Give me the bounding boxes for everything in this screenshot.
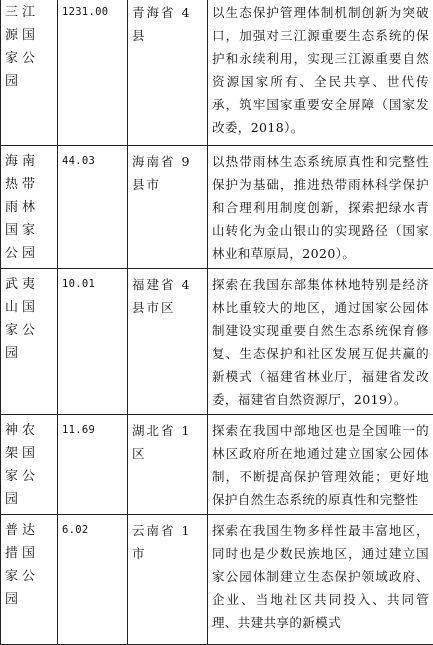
- table-row: [1, 415, 433, 515]
- park-size-cell: 1231.00: [58, 0, 128, 146]
- park-name-cell: 武夷山国家公园: [1, 269, 58, 415]
- park-name-cell: 普达措国家公园: [1, 515, 58, 645]
- park-description-cell: 以生态保护管理体制机制创新为突破口，加强对三江源重要生态系统的保护和永续利用，实现三江源重要自然资源国家所有、全民共享、世代传承，筑牢国家重要安全屏障（国家发改委，2018）。: [208, 0, 433, 146]
- park-size-cell: 44.03: [58, 146, 128, 269]
- park-name-cell: 三江源国家公园: [1, 0, 58, 146]
- park-name-cell: 神农架国家公园: [1, 415, 58, 515]
- park-size-cell: 10.01: [58, 269, 128, 415]
- park-region-cell: 云南省 1市: [128, 515, 208, 645]
- park-region-cell: 福建省 4 县市区: [128, 269, 208, 415]
- park-size-cell: 11.69: [58, 415, 128, 515]
- park-description-cell: 探索在我国中部地区也是全国唯一的林区政府所在地通过建立国家公园体制，不断提高保护管理效能；更好地保护自然生态系统的原真性和完整性: [208, 415, 433, 515]
- park-region-cell: 青海省 4县: [128, 0, 208, 146]
- park-description-cell: 探索在我国生物多样性最丰富地区，同时也是少数民族地区，通过建立国家公园体制建立生态保护领域政府、企业、当地社区共同投入、共同管理、共建共享的新模式: [208, 515, 433, 645]
- park-region-cell: 湖北省 1区: [128, 415, 208, 515]
- table-row: [1, 146, 433, 269]
- table-row: [1, 515, 433, 645]
- table-row: [1, 269, 433, 415]
- park-name-cell: 海南热带雨林国家公园: [1, 146, 58, 269]
- table-row: [1, 0, 433, 146]
- park-region-cell: 海南省 9 县市: [128, 146, 208, 269]
- park-size-cell: 6.02: [58, 515, 128, 645]
- park-description-cell: 以热带雨林生态系统原真性和完整性保护为基础，推进热带雨林科学保护和合理利用制度创新，探索把绿水青山转化为金山银山的实现路径（国家林业和草原局，2020）。: [208, 146, 433, 269]
- park-description-cell: 探索在我国东部集体林地特别是经济林比重较大的地区，通过国家公园体制建设实现重要自然生态系统保育修复、生态保护和社区发展互促共赢的新模式（福建省林业厅，福建省发改委，福建省自然资源厅，2019）。: [208, 269, 433, 415]
